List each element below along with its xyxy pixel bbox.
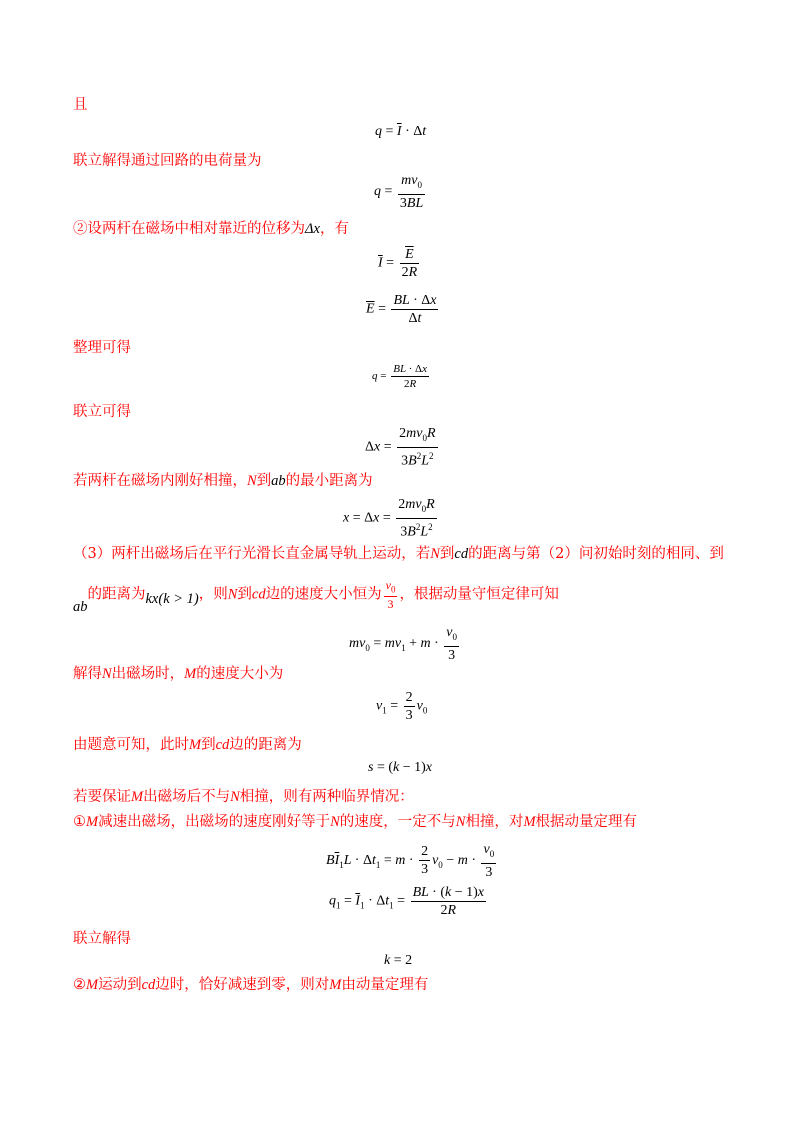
text-step2-intro: ②设两杆在磁场中相对靠近的位移为Δx，有	[73, 221, 349, 237]
equation-average-current: $\overline{I}$ = $\frac{\overline{E}}{2R}$	[378, 247, 418, 280]
equation-charge-case1: $q_1 = \overline{I}_1 \cdot \Delta t_1$ = $\frac{BL \cdot (k - 1)x}{2R}$	[329, 885, 484, 918]
equation-v1: $v_1$ = $\frac{2}{3}$ $v_0$	[376, 690, 428, 723]
text-lianli-dianhe: 联立解得通过回路的电荷量为	[73, 153, 262, 169]
text-part3-line1: （3）两杆出磁场后在平行光滑长直金属导轨上运动，若N到cd的距离与第（2）问初始时刻的相同、到	[73, 546, 724, 562]
text-baozheng: 若要保证M出磁场后不与N相撞，则有两种临界情况：	[73, 789, 414, 805]
equation-charge-current-time: $q = \overline{I} \cdot \Delta t$	[375, 124, 427, 139]
equation-average-emf: $\overline{E}$ = $\frac{BL \cdot \Delta x}{\Delta t}$	[366, 293, 437, 326]
equation-delta-x: Δx = $\frac{2mv_0R}{3B^2L^2}$	[365, 426, 436, 469]
equation-impulse-case1: $B\overline{I}_1L \cdot \Delta t_1 = m$ · $\frac{2}{3}$ $v_0 - m$ · $\frac{v_0}{3}$	[326, 842, 495, 880]
text-part3-line2: ab的距离为kx(k > 1)，则N到cd边的速度大小恒为 $\frac{v_0}{3}$ ，根据动量守恒定律可知	[73, 578, 559, 615]
equation-s: s = (k − 1)x	[368, 760, 433, 775]
text-case1: ①M减速出磁场，出磁场的速度刚好等于N的速度，一定不与N相撞，对M根据动量定理有	[73, 814, 638, 830]
text-min-distance: 若两杆在磁场内刚好相撞，N到ab的最小距离为	[73, 473, 373, 489]
label-ab: ab	[73, 598, 88, 615]
text-zhengli: 整理可得	[73, 340, 131, 356]
text-lianli-kede: 联立可得	[73, 404, 131, 420]
equation-momentum-conservation: $mv_0 = mv_1 + m$ · $\frac{v_0}{3}$	[349, 625, 457, 663]
equation-charge-displacement: q = $\frac{BL \cdot \Delta x}{2R}$	[372, 363, 427, 390]
text-qie: 且	[73, 97, 88, 113]
text-tiyi: 由题意可知，此时M到cd边的距离为	[73, 737, 302, 753]
equation-k: k = 2	[384, 953, 413, 968]
text-lianli-jiede: 联立解得	[73, 931, 131, 947]
equation-charge-result: q = $\frac{mv_0}{3BL}$	[374, 173, 424, 211]
equation-min-distance: x = Δx = $\frac{2mv_0R}{3B^2L^2}$	[343, 497, 435, 540]
text-case2: ②M运动到cd边时，恰好减速到零，则对M由动量定理有	[73, 977, 429, 993]
text-jiede-N: 解得N出磁场时，M的速度大小为	[73, 666, 284, 682]
